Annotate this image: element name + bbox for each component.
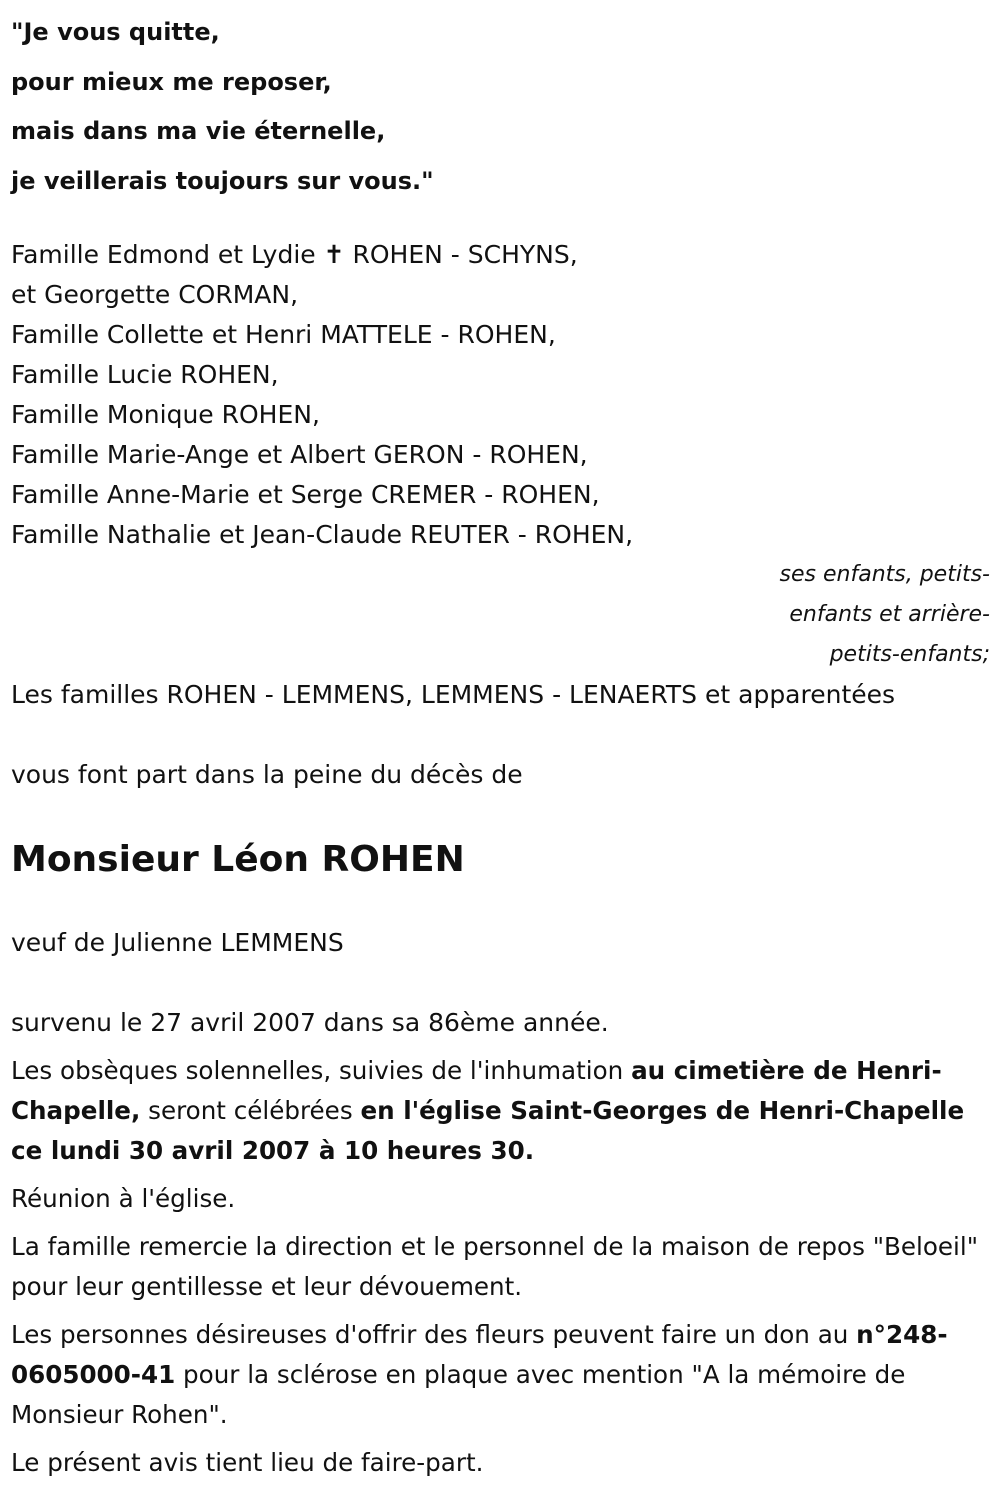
donation-part-1: Les personnes désireuses d'offrir des fleurs peuvent faire un don au [11,1320,857,1349]
descendants-line-2: enfants et arrière- [789,602,990,627]
funeral-cemetery: au cimetière de Henri-Chapelle, [11,1056,942,1125]
family-line-6: Famille Marie-Ange et Albert GERON - ROHEN, [11,440,588,469]
announcement-text: vous font part dans la peine du décès de [11,760,523,789]
funeral-church-date: en l'église Saint-Georges de Henri-Chapelle ce lundi 30 avril 2007 à 10 heures 30. [11,1096,965,1165]
family-line-4: Famille Lucie ROHEN, [11,360,279,389]
descendants-line-3: petits-enfants; [829,642,990,667]
family-line-1 [11,235,990,275]
donation-part-2: pour la sclérose en plaque avec mention "A la mémoire de Monsieur Rohen". [11,1360,906,1429]
deceased-name: Monsieur Léon ROHEN [11,839,465,880]
widower-of: veuf de Julienne LEMMENS [11,928,344,957]
donation-paragraph [11,1315,990,1435]
family-line-1-end: ROHEN - SCHYNS, [344,240,578,269]
family-line-3: Famille Collette et Henri MATTELE - ROHEN, [11,320,556,349]
thanks-paragraph: La famille remercie la direction et le personnel de la maison de repos "Beloeil" pour leur gentillesse et leur dévouement. [11,1232,979,1301]
family-line-2: et Georgette CORMAN, [11,280,299,309]
death-info: survenu le 27 avril 2007 dans sa 86ème année. [11,1008,609,1037]
poem-quote [11,0,990,206]
family-list [11,235,990,555]
family-line-8: Famille Nathalie et Jean-Claude REUTER - ROHEN, [11,520,634,549]
family-line-1-start: Famille Edmond et Lydie [11,240,324,269]
poem-line-3: mais dans ma vie éternelle, [11,117,386,145]
closing-note: Le présent avis tient lieu de faire-part. [11,1448,484,1477]
funeral-info [11,1051,990,1171]
family-line-5: Famille Monique ROHEN, [11,400,320,429]
cross-icon: ✝ [323,240,345,269]
donation-account-number: n°248-0605000-41 [11,1320,948,1389]
descendants-note [740,555,990,675]
family-line-7: Famille Anne-Marie et Serge CREMER - ROHEN, [11,480,600,509]
related-families: Les familles ROHEN - LEMMENS, LEMMENS - LENAERTS et apparentées [11,680,896,709]
funeral-part-3: seront célébrées [140,1096,361,1125]
poem-line-1: "Je vous quitte, [11,18,220,46]
poem-line-4: je veillerais toujours sur vous." [11,166,434,195]
funeral-part-1: Les obsèques solennelles, suivies de l'inhumation [11,1056,632,1085]
poem-line-2: pour mieux me reposer, [11,67,332,96]
descendants-line-1: ses enfants, petits- [779,562,990,587]
gathering-info: Réunion à l'église. [11,1184,236,1213]
